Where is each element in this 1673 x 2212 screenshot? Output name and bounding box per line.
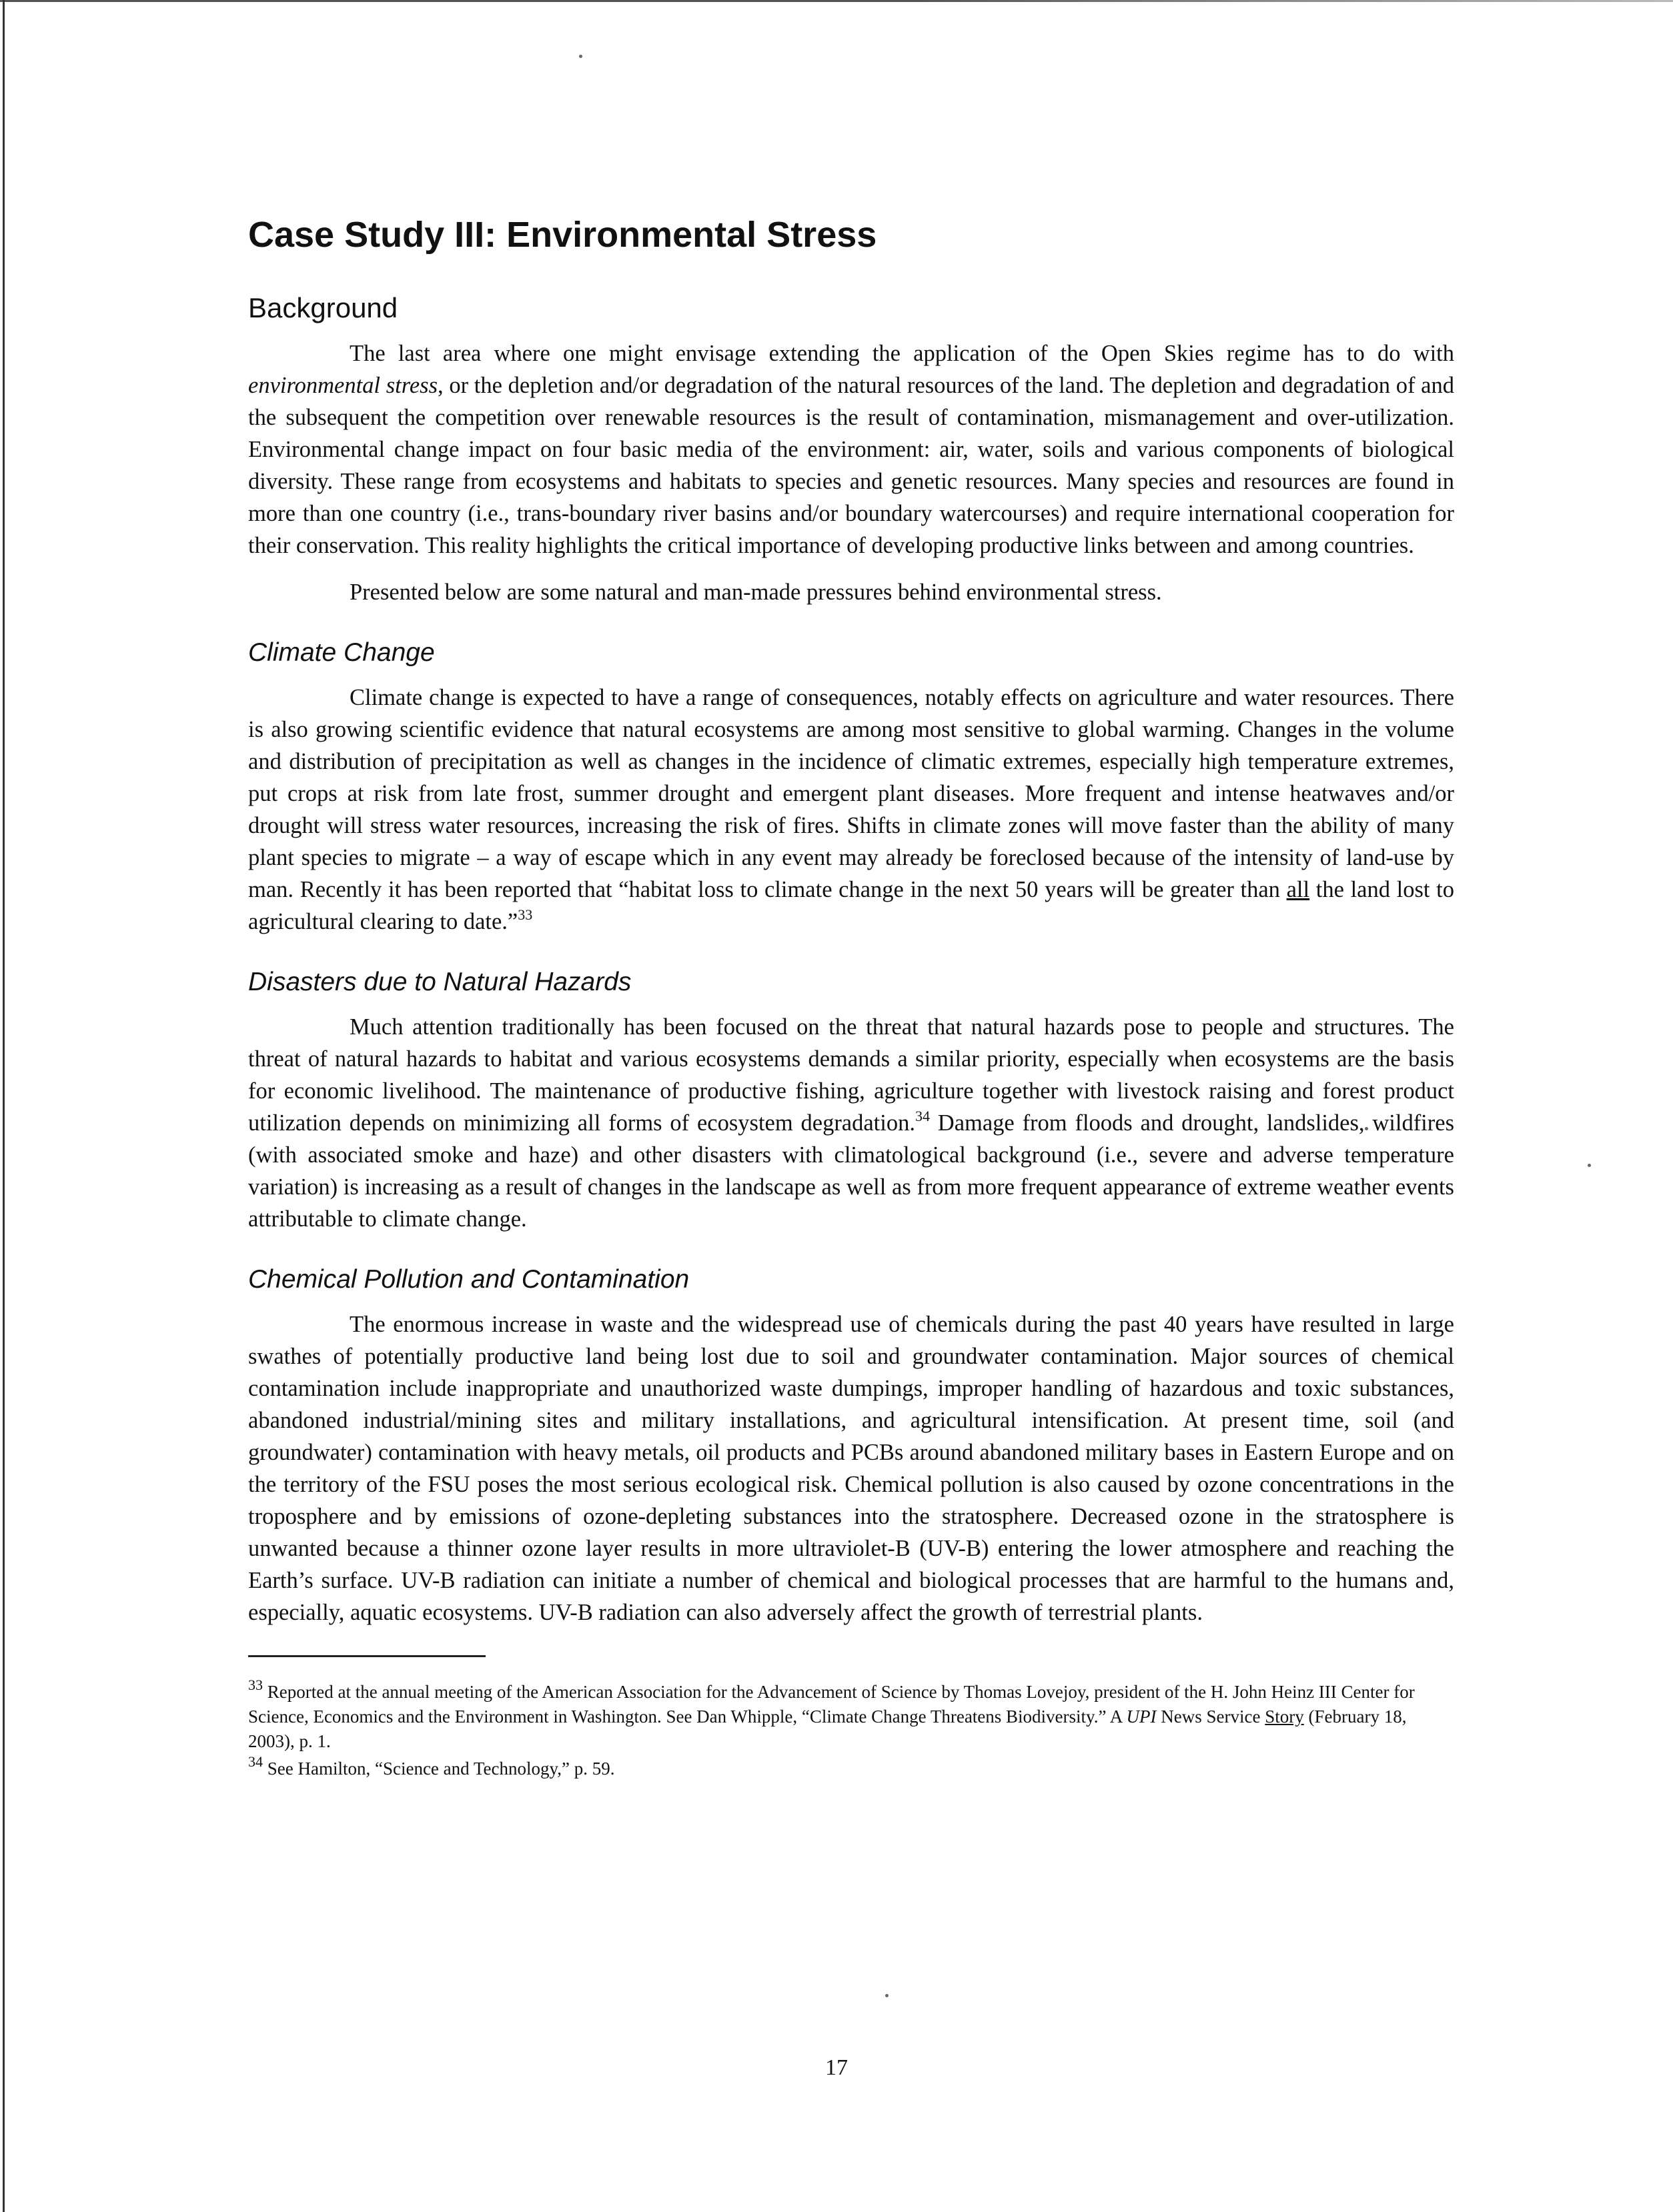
page-content (248, 213, 1454, 1784)
text-run: The last area where one might envisage extending the application of the Open Skies regime has to do with (350, 341, 1454, 366)
scan-speck (579, 55, 582, 58)
footnote-number: 34 (248, 1753, 263, 1770)
footnote-number: 33 (248, 1677, 263, 1693)
page-number: 17 (825, 2055, 848, 2080)
text-run: , or the depletion and/or degradation of the natural resources of the land. The depletion and degradation of and the subsequent the competition over renewable resources is the result of contamination, mismanagement and over-utilization. Environmental change impact on four basic media of the environment: air, water, soils and various components of biological diversity. These range from ecosystems and habitats to species and genetic resources. Many species and resources are found in more than one country (i.e., trans-boundary river basins and/or boundary watercourses) and require international cooperation for their conservation. This reality highlights the critical importance of developing productive links between and among countries. (248, 373, 1454, 558)
emphasis-text: UPI (1126, 1707, 1157, 1727)
footnote-34 (248, 1753, 1454, 1781)
section-heading-disasters: Disasters due to Natural Hazards (248, 968, 632, 996)
underlined-text: all (1286, 877, 1310, 902)
text-run: Climate change is expected to have a range of consequences, notably effects on agriculture and water resources. There is also growing scientific evidence that natural ecosystems are among most sensitive to global warming. Changes in the volume and distribution of precipitation as well as changes in the incidence of climatic extremes, especially high temperature extremes, put crops at risk from late frost, summer drought and emergent plant diseases. More frequent and intense heatwaves and/or drought will stress water resources, increasing the risk of fires. Shifts in climate zones will move faster than the ability of many plant species to migrate – a way of escape which in any event may already be foreclosed because of the intensity of land-use by man. Recently it has been reported that “habitat loss to climate change in the next 50 years will be greater than (248, 685, 1454, 902)
text-run: See Hamilton, “Science and Technology,” p. 59. (263, 1759, 615, 1779)
scan-edge-left (3, 0, 5, 2212)
text-run: Damage from floods and drought, landslides, wildfires (with associated smoke and haze) and other disasters with climatological background (i.e., severe and adverse temperature variation) is increasing as a result of changes in the landscape as well as from more frequent appearance of extreme weather events attributable to climate change. (248, 1110, 1454, 1232)
climate-change-paragraph (248, 682, 1454, 938)
chemical-pollution-paragraph: The enormous increase in waste and the widespread use of chemicals during the past 40 years have resulted in large swathes of potentially productive land being lost due to soil and groundwater contamination. Major sources of chemical contamination include inappropriate and unauthorized waste dumpings, improper handling of hazardous and toxic substances, abandoned industrial/mining sites and military installations, and agricultural intensification. At present time, soil (and groundwater) contamination with heavy metals, oil products and PCBs around abandoned military bases in Eastern Europe and on the territory of the FSU poses the most serious ecological risk. Chemical pollution is also caused by ozone concentrations in the troposphere and by emissions of ozone-depleting substances into the stratosphere. Decreased ozone in the stratosphere is unwanted because a thinner ozone layer results in more ultraviolet-B (UV-B) entering the lower atmosphere and reaching the Earth’s surface. UV-B radiation can initiate a number of chemical and biological processes that are harmful to the humans and, especially, aquatic ecosystems. UV-B radiation can also adversely affect the growth of terrestrial plants. (248, 1312, 1454, 1625)
background-paragraph-1 (248, 337, 1454, 562)
text-run: Reported at the annual meeting of the American Association for the Advancement of Science by Thomas Lovejoy, president of the H. John Heinz III Center for Science, Economics and the Environment in Washington. See Dan Whipple, “Climate Change Threatens Biodiversity.” A (248, 1682, 1415, 1727)
footnote-reference-33[interactable]: 33 (518, 906, 533, 923)
footnote-reference-34[interactable]: 34 (915, 1107, 930, 1124)
background-paragraph-2: Presented below are some natural and man-made pressures behind environmental stress. (350, 580, 1162, 605)
emphasis-text: environmental stress (248, 373, 438, 398)
page-title: Case Study III: Environmental Stress (248, 215, 877, 255)
text-run: Much attention traditionally has been focused on the threat that natural hazards pose to people and structures. The threat of natural hazards to habitat and various ecosystems demands a similar priority, especially when ecosystems are the basis for economic livelihood. The maintenance of productive fishing, agriculture together with livestock raising and forest product utilization depends on minimizing all forms of ecosystem degradation. (248, 1014, 1454, 1136)
section-heading-climate-change: Climate Change (248, 638, 435, 667)
footnote-divider (248, 1655, 486, 1657)
footnote-33 (248, 1677, 1454, 1754)
scan-edge-top (0, 0, 1673, 2)
text-run: the land lost to agricultural clearing to date.” (248, 877, 1454, 934)
scan-speck (885, 1994, 889, 1997)
text-run: (February 18, 2003), p. 1. (248, 1707, 1407, 1751)
underlined-text: Story (1265, 1707, 1304, 1727)
text-run: News Service (1156, 1707, 1265, 1727)
scan-speck (1588, 1164, 1591, 1167)
section-heading-chemical-pollution: Chemical Pollution and Contamination (248, 1265, 690, 1294)
section-heading-background: Background (248, 292, 398, 323)
disasters-paragraph (248, 1011, 1454, 1235)
